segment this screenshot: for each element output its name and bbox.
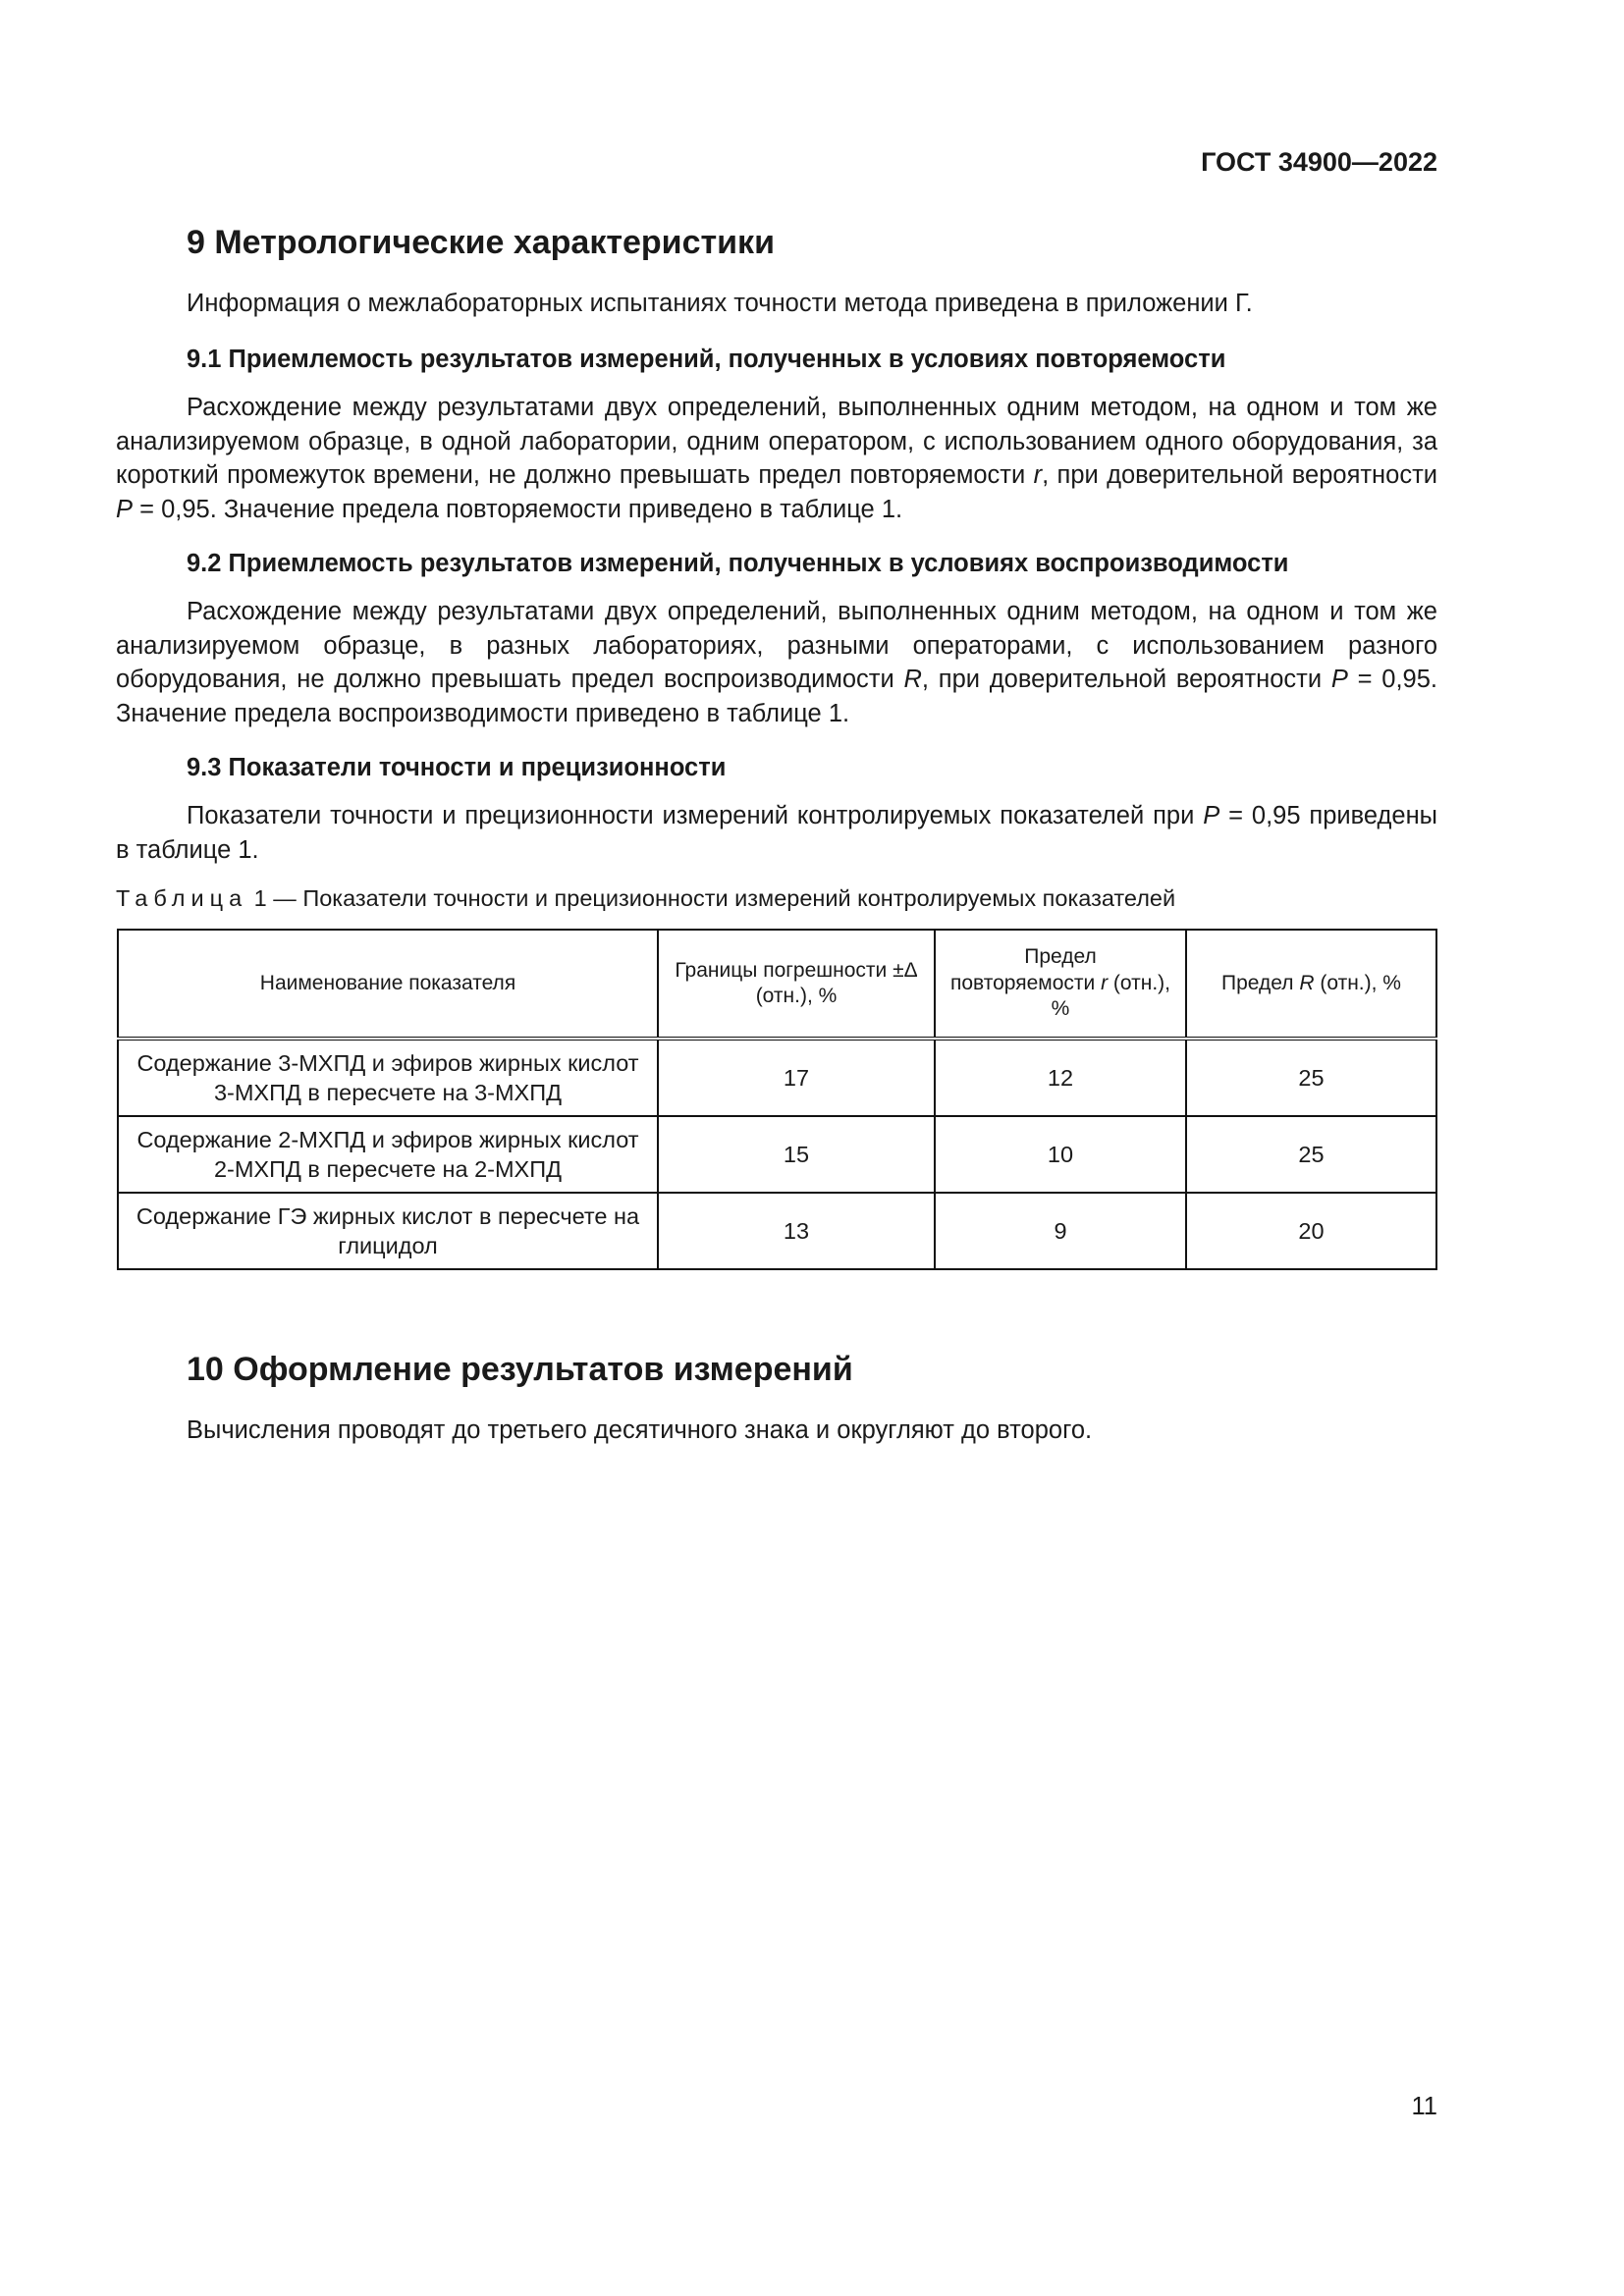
section-9-title: 9 Метрологические характеристики: [187, 224, 775, 261]
cell-name: Содержание ГЭ жирных кислот в пересчете на глицидол: [118, 1193, 658, 1269]
cell-repeatability: 10: [935, 1116, 1186, 1193]
section-9-1-text: Расхождение между результатами двух определений, выполненных одним методом, на одном и том же анализируемом образце, в одной лаборатории, одним оператором, с использованием одного оборудования, за короткий промежуток времени, не должно превышать предел повторяемости r, при доверительной вероятности P = 0,95. Значение предела повторяемости приведено в таблице 1.: [116, 394, 1437, 523]
section-9-2-text: Расхождение между результатами двух определений, выполненных одним методом, на одном и том же анализируемом образце, в разных лабораториях, разными операторами, с использованием разного оборудования, не должно превышать предел воспроизводимости R, при доверительной вероятности P = 0,95. Значение предела воспроизводимости приведено в таблице 1.: [116, 598, 1437, 727]
table-1-caption: Таблица 1 — Показатели точности и прецизионности измерений контролируемых показателей: [116, 885, 1176, 911]
cell-repeatability: 12: [935, 1039, 1186, 1116]
table-1: [117, 929, 1437, 1270]
header-reproducibility: Предел R (отн.), %: [1186, 930, 1436, 1039]
section-10-title: 10 Оформление результатов измерений: [187, 1351, 853, 1388]
section-10-text: Вычисления проводят до третьего десятичного знака и округляют до второго.: [187, 1416, 1093, 1444]
section-9-3-text: Показатели точности и прецизионности измерений контролируемых показателей при P = 0,95 приведены в таблице 1.: [116, 802, 1437, 864]
header-name: Наименование показателя: [118, 930, 658, 1039]
cell-name: Содержание 3-МХПД и эфиров жирных кислот 3-МХПД в пересчете на 3-МХПД: [118, 1039, 658, 1116]
cell-error: 17: [658, 1039, 935, 1116]
cell-reproducibility: 20: [1186, 1193, 1436, 1269]
page-number: 11: [1411, 2093, 1437, 2120]
cell-reproducibility: 25: [1186, 1116, 1436, 1193]
cell-name: Содержание 2-МХПД и эфиров жирных кислот 2-МХПД в пересчете на 2-МХПД: [118, 1116, 658, 1193]
section-9-intro: Информация о межлабораторных испытаниях точности метода приведена в приложении Г.: [187, 290, 1253, 317]
cell-reproducibility: 25: [1186, 1039, 1436, 1116]
table-row: [118, 1193, 1436, 1269]
section-9-3-title: 9.3 Показатели точности и прецизионности: [187, 754, 727, 781]
table-row: [118, 1039, 1436, 1116]
cell-error: 15: [658, 1116, 935, 1193]
table-header-row: [118, 930, 1436, 1039]
header-repeatability: Предел повторяемости r (отн.), %: [935, 930, 1186, 1039]
cell-repeatability: 9: [935, 1193, 1186, 1269]
document-id: ГОСТ 34900—2022: [1201, 147, 1437, 177]
cell-error: 13: [658, 1193, 935, 1269]
section-9-2-title: 9.2 Приемлемость результатов измерений, полученных в условиях воспроизводимости: [187, 550, 1289, 577]
header-error: Границы погрешности ±Δ (отн.), %: [658, 930, 935, 1039]
table-row: [118, 1116, 1436, 1193]
section-9-1-title: 9.1 Приемлемость результатов измерений, полученных в условиях повторяемости: [187, 346, 1226, 373]
